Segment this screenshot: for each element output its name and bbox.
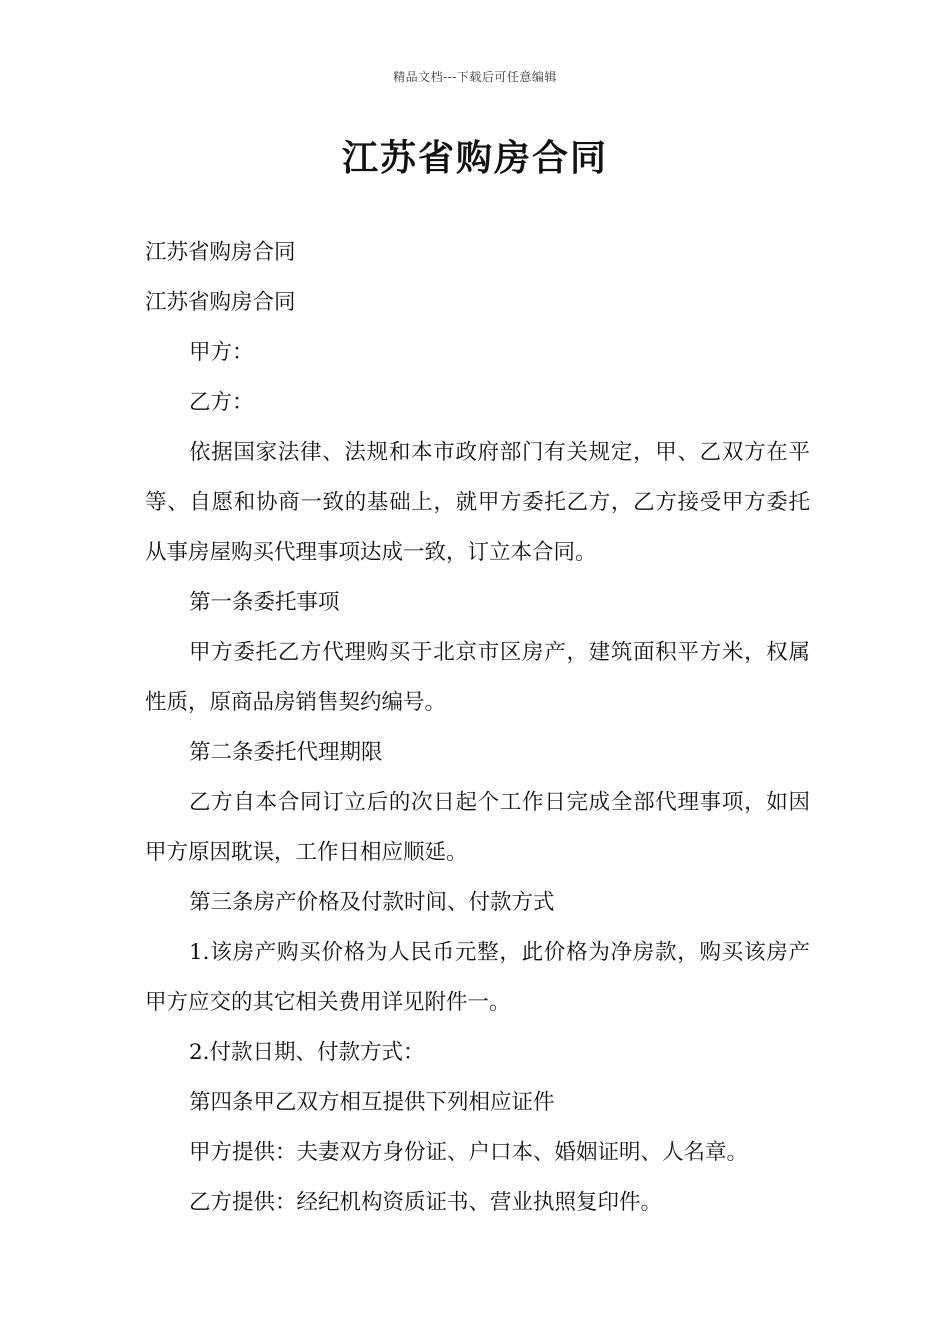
article-4-heading: 第四条甲乙双方相互提供下列相应证件 — [189, 1090, 555, 1115]
article-2-body: 乙方自本合同订立后的次日起个工作日完成全部代理事项，如因甲方原因耽误，工作日相应顺延。 — [145, 790, 810, 865]
article-3-item-2: 2.付款日期、付款方式： — [189, 1040, 425, 1065]
document-body — [145, 228, 810, 1228]
article-3-heading: 第三条房产价格及付款时间、付款方式 — [189, 890, 555, 915]
article-4-party-b: 乙方提供：经纪机构资质证书、营业执照复印件。 — [189, 1190, 663, 1215]
paragraph-subtitle-1: 江苏省购房合同 — [145, 240, 296, 265]
article-2-heading: 第二条委托代理期限 — [189, 740, 383, 765]
paragraph-party-a: 甲方： — [189, 340, 254, 365]
document-title: 江苏省购房合同 — [341, 138, 608, 179]
article-1-body: 甲方委托乙方代理购买于北京市区房产，建筑面积平方米，权属性质，原商品房销售契约编号。 — [145, 640, 810, 715]
paragraph-subtitle-2: 江苏省购房合同 — [145, 290, 296, 315]
paragraph-preamble: 依据国家法律、法规和本市政府部门有关规定，甲、乙双方在平等、自愿和协商一致的基础上，就甲方委托乙方，乙方接受甲方委托从事房屋购买代理事项达成一致，订立本合同。 — [145, 440, 810, 565]
article-4-party-a: 甲方提供：夫妻双方身份证、户口本、婚姻证明、人名章。 — [189, 1140, 749, 1165]
article-1-heading: 第一条委托事项 — [189, 590, 340, 615]
article-3-item-1: 1.该房产购买价格为人民币元整，此价格为净房款，购买该房产甲方应交的其它相关费用详见附件一。 — [145, 940, 810, 1015]
paragraph-party-b: 乙方： — [189, 390, 254, 415]
header-note: 精品文档---下载后可任意编辑 — [393, 70, 557, 84]
